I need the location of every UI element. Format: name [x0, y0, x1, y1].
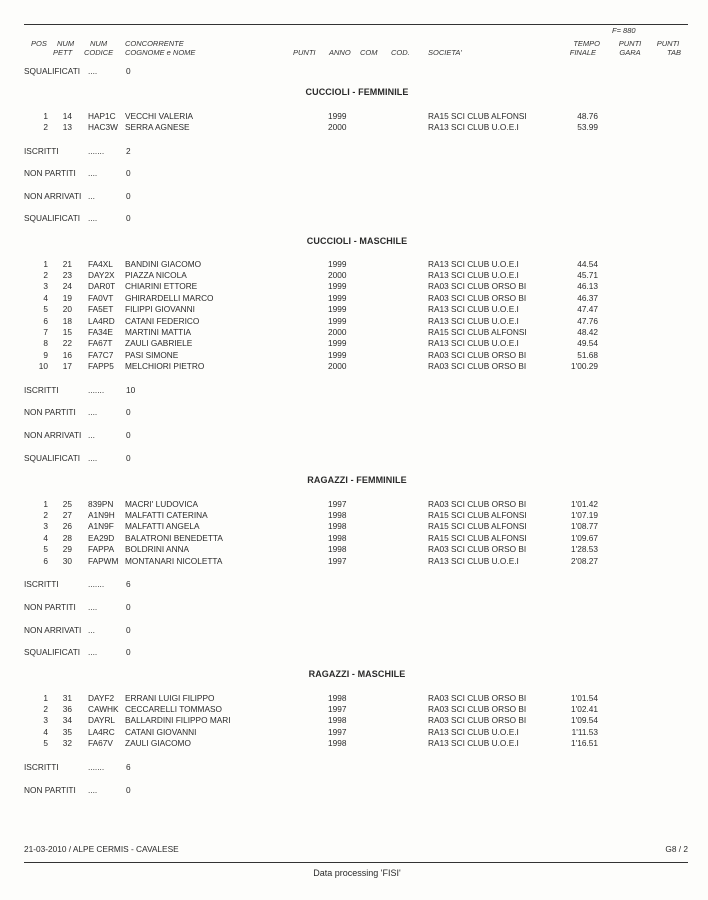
- result-row: [0, 111, 708, 122]
- header-punti-tab: PUNTI: [656, 39, 680, 48]
- pos: 9: [43, 350, 48, 360]
- anno: 1999: [328, 111, 347, 121]
- pos: 1: [43, 111, 48, 121]
- societa: RA13 SCI CLUB U.O.E.I: [428, 556, 519, 566]
- result-row: [0, 521, 708, 532]
- tempo: 1'28.53: [571, 544, 598, 554]
- tempo: 46.13: [577, 281, 598, 291]
- codice: DAY2X: [88, 270, 115, 280]
- stat-line-iscritti: [0, 762, 300, 773]
- header-punti-gara: PUNTI: [618, 39, 642, 48]
- pett: 23: [62, 270, 72, 280]
- header-tab: TAB: [666, 48, 682, 57]
- athlete-name: FILIPPI GIOVANNI: [125, 304, 195, 314]
- pett: 19: [62, 293, 72, 303]
- anno: 1999: [328, 259, 347, 269]
- tempo: 47.47: [577, 304, 598, 314]
- bottom-rule: [24, 862, 688, 863]
- result-row: [0, 693, 708, 704]
- athlete-name: CATANI FEDERICO: [125, 316, 200, 326]
- pos: 5: [43, 304, 48, 314]
- codice: HAC3W: [88, 122, 118, 132]
- codice: A1N9H: [88, 510, 115, 520]
- stat-value: 0: [126, 407, 131, 417]
- header-concorrente: CONCORRENTE: [125, 39, 184, 48]
- athlete-name: MALFATTI CATERINA: [125, 510, 208, 520]
- codice: FA4XL: [88, 259, 113, 269]
- anno: 1998: [328, 738, 347, 748]
- data-processing-credit: Data processing 'FISI': [313, 868, 401, 878]
- anno: 2000: [328, 270, 347, 280]
- stat-dots: .......: [88, 579, 105, 589]
- athlete-name: MONTANARI NICOLETTA: [125, 556, 223, 566]
- pos: 5: [43, 738, 48, 748]
- codice: FA0VT: [88, 293, 114, 303]
- pos: 6: [43, 556, 48, 566]
- pett: 35: [62, 727, 72, 737]
- result-row: [0, 715, 708, 726]
- stat-label: ISCRITTI: [24, 385, 59, 395]
- header-cognome-nome: COGNOME e NOME: [125, 48, 196, 57]
- tempo: 1'01.42: [571, 499, 598, 509]
- societa: RA03 SCI CLUB ORSO BI: [428, 361, 527, 371]
- codice: LA4RD: [88, 316, 115, 326]
- tempo: 46.37: [577, 293, 598, 303]
- athlete-name: BANDINI GIACOMO: [125, 259, 202, 269]
- anno: 1998: [328, 521, 347, 531]
- result-row: [0, 122, 708, 133]
- tempo: 1'11.53: [571, 727, 598, 737]
- stat-dots: ....: [88, 407, 98, 417]
- pos: 2: [43, 270, 48, 280]
- anno: 1999: [328, 350, 347, 360]
- stat-line-non-partiti: [0, 785, 300, 796]
- header-num: NUM: [57, 39, 75, 48]
- pos: 1: [43, 499, 48, 509]
- codice: DAR0T: [88, 281, 116, 291]
- pett: 13: [62, 122, 72, 132]
- pos: 3: [43, 521, 48, 531]
- result-row: [0, 350, 708, 361]
- athlete-name: GHIRARDELLI MARCO: [125, 293, 214, 303]
- stat-label: ISCRITTI: [24, 762, 59, 772]
- header-cod: COD.: [391, 48, 410, 57]
- anno: 2000: [328, 122, 347, 132]
- societa: RA13 SCI CLUB U.O.E.I: [428, 338, 519, 348]
- pett: 26: [62, 521, 72, 531]
- stat-dots: ....: [88, 168, 98, 178]
- stat-label: NON ARRIVATI: [24, 625, 82, 635]
- pett: 14: [62, 111, 72, 121]
- athlete-name: BALLARDINI FILIPPO MARI: [125, 715, 231, 725]
- anno: 1998: [328, 715, 347, 725]
- athlete-name: CECCARELLI TOMMASO: [125, 704, 222, 714]
- pos: 6: [43, 316, 48, 326]
- pett: 28: [62, 533, 72, 543]
- tempo: 1'09.67: [571, 533, 598, 543]
- stat-value: 0: [126, 785, 131, 795]
- result-row: [0, 738, 708, 749]
- pett: 25: [62, 499, 72, 509]
- anno: 1999: [328, 316, 347, 326]
- header-gara: GARA: [619, 48, 641, 57]
- result-row: [0, 533, 708, 544]
- header-finale: FINALE: [569, 48, 596, 57]
- stat-line-squalificati-top: [0, 66, 300, 77]
- pos: 2: [43, 704, 48, 714]
- header-pett: PETT: [53, 48, 73, 57]
- stat-value: 2: [126, 146, 131, 156]
- anno: 2000: [328, 361, 347, 371]
- stat-line-squalificati: [0, 647, 300, 658]
- athlete-name: CATANI GIOVANNI: [125, 727, 197, 737]
- tempo: 1'09.54: [571, 715, 598, 725]
- stat-dots: ....: [88, 785, 98, 795]
- tempo: 48.76: [577, 111, 598, 121]
- athlete-name: ZAULI GIACOMO: [125, 738, 191, 748]
- result-row: [0, 293, 708, 304]
- pos: 3: [43, 715, 48, 725]
- stat-dots: .......: [88, 385, 105, 395]
- anno: 1999: [328, 304, 347, 314]
- codice: FA67V: [88, 738, 113, 748]
- stat-value: 0: [126, 213, 131, 223]
- header-pos: POS: [31, 39, 47, 48]
- tempo: 1'00.29: [571, 361, 598, 371]
- pos: 7: [43, 327, 48, 337]
- tempo: 1'02.41: [571, 704, 598, 714]
- result-row: [0, 259, 708, 270]
- stat-dots: .......: [88, 762, 105, 772]
- stat-dots: .......: [88, 146, 105, 156]
- stat-label: NON PARTITI: [24, 785, 76, 795]
- result-row: [0, 510, 708, 521]
- societa: RA03 SCI CLUB ORSO BI: [428, 350, 527, 360]
- footer-date-venue: 21-03-2010 / ALPE CERMIS - CAVALESE: [24, 844, 179, 854]
- societa: RA03 SCI CLUB ORSO BI: [428, 293, 527, 303]
- stat-value: 0: [126, 625, 131, 635]
- pett: 20: [62, 304, 72, 314]
- stat-dots: ...: [88, 430, 95, 440]
- stat-line-non-partiti: [0, 602, 300, 613]
- stat-label: NON ARRIVATI: [24, 430, 82, 440]
- pos: 10: [38, 361, 48, 371]
- top-rule: [24, 24, 688, 25]
- anno: 1999: [328, 338, 347, 348]
- stat-line-non-partiti: [0, 168, 300, 179]
- result-row: [0, 704, 708, 715]
- anno: 1998: [328, 544, 347, 554]
- header-societa: SOCIETA': [428, 48, 462, 57]
- athlete-name: MELCHIORI PIETRO: [125, 361, 205, 371]
- section-title-cuccioli-maschile: CUCCIOLI - MASCHILE: [306, 236, 408, 246]
- stat-value: 6: [126, 579, 131, 589]
- stat-label: ISCRITTI: [24, 579, 59, 589]
- section-title-ragazzi-maschile: RAGAZZI - MASCHILE: [308, 669, 406, 679]
- header-codice: CODICE: [84, 48, 114, 57]
- pett: 16: [62, 350, 72, 360]
- stat-label: ISCRITTI: [24, 146, 59, 156]
- tempo: 1'16.51: [571, 738, 598, 748]
- societa: RA13 SCI CLUB U.O.E.I: [428, 738, 519, 748]
- athlete-name: MACRI' LUDOVICA: [125, 499, 199, 509]
- pos: 2: [43, 122, 48, 132]
- anno: 1998: [328, 510, 347, 520]
- athlete-name: ERRANI LUIGI FILIPPO: [125, 693, 215, 703]
- pos: 1: [43, 259, 48, 269]
- tempo: 1'08.77: [571, 521, 598, 531]
- stat-label: NON PARTITI: [24, 168, 76, 178]
- stat-label: NON PARTITI: [24, 602, 76, 612]
- pett: 22: [62, 338, 72, 348]
- stat-dots: ....: [88, 453, 98, 463]
- stat-label: NON ARRIVATI: [24, 191, 82, 201]
- societa: RA15 SCI CLUB ALFONSI: [428, 521, 527, 531]
- stat-label: SQUALIFICATI: [24, 453, 81, 463]
- pos: 4: [43, 293, 48, 303]
- pos: 1: [43, 693, 48, 703]
- section-title-ragazzi-femminile: RAGAZZI - FEMMINILE: [307, 475, 407, 485]
- pett: 31: [62, 693, 72, 703]
- tempo: 1'01.54: [571, 693, 598, 703]
- result-row: [0, 281, 708, 292]
- stat-dots: ...: [88, 625, 95, 635]
- header-num2: NUM: [90, 39, 108, 48]
- societa: RA15 SCI CLUB ALFONSI: [428, 327, 527, 337]
- result-row: [0, 727, 708, 738]
- stat-line-non-arrivati: [0, 430, 300, 441]
- stat-label: NON PARTITI: [24, 407, 76, 417]
- pett: 30: [62, 556, 72, 566]
- anno: 1999: [328, 293, 347, 303]
- pett: 29: [62, 544, 72, 554]
- stat-label: SQUALIFICATI: [24, 647, 81, 657]
- anno: 1997: [328, 499, 347, 509]
- stat-value: 0: [126, 66, 131, 76]
- tempo: 51.68: [577, 350, 598, 360]
- societa: RA03 SCI CLUB ORSO BI: [428, 499, 527, 509]
- codice: A1N9F: [88, 521, 114, 531]
- result-row: [0, 327, 708, 338]
- result-row: [0, 544, 708, 555]
- anno: 1997: [328, 727, 347, 737]
- societa: RA13 SCI CLUB U.O.E.I: [428, 270, 519, 280]
- stat-line-iscritti: [0, 385, 300, 396]
- pett: 34: [62, 715, 72, 725]
- pos: 4: [43, 727, 48, 737]
- anno: 1997: [328, 556, 347, 566]
- codice: FAPWM: [88, 556, 119, 566]
- tempo: 49.54: [577, 338, 598, 348]
- codice: FA34E: [88, 327, 113, 337]
- anno: 1998: [328, 693, 347, 703]
- societa: RA03 SCI CLUB ORSO BI: [428, 704, 527, 714]
- tempo: 44.54: [577, 259, 598, 269]
- result-row: [0, 499, 708, 510]
- stat-dots: ....: [88, 647, 98, 657]
- stat-dots: ....: [88, 66, 98, 76]
- codice: FA7C7: [88, 350, 114, 360]
- stat-line-iscritti: [0, 579, 300, 590]
- codice: LA4RC: [88, 727, 115, 737]
- societa: RA15 SCI CLUB ALFONSI: [428, 510, 527, 520]
- codice: DAYF2: [88, 693, 115, 703]
- societa: RA13 SCI CLUB U.O.E.I: [428, 316, 519, 326]
- societa: RA13 SCI CLUB U.O.E.I: [428, 727, 519, 737]
- stat-dots: ....: [88, 213, 98, 223]
- tempo: 45.71: [577, 270, 598, 280]
- result-row: [0, 338, 708, 349]
- codice: FAPP5: [88, 361, 114, 371]
- result-row: [0, 304, 708, 315]
- athlete-name: MALFATTI ANGELA: [125, 521, 200, 531]
- athlete-name: VECCHI VALERIA: [125, 111, 194, 121]
- pett: 17: [62, 361, 72, 371]
- codice: CAWHK: [88, 704, 119, 714]
- header-tempo: TEMPO: [573, 39, 600, 48]
- athlete-name: BOLDRINI ANNA: [125, 544, 190, 554]
- stat-dots: ...: [88, 191, 95, 201]
- athlete-name: PASI SIMONE: [125, 350, 179, 360]
- stat-label: SQUALIFICATI: [24, 213, 81, 223]
- codice: 839PN: [88, 499, 114, 509]
- stat-value: 0: [126, 453, 131, 463]
- pett: 27: [62, 510, 72, 520]
- athlete-name: CHIARINI ETTORE: [125, 281, 198, 291]
- result-row: [0, 361, 708, 372]
- societa: RA03 SCI CLUB ORSO BI: [428, 715, 527, 725]
- stat-line-iscritti: [0, 146, 300, 157]
- pett: 15: [62, 327, 72, 337]
- societa: RA03 SCI CLUB ORSO BI: [428, 693, 527, 703]
- stat-label: SQUALIFICATI: [24, 66, 81, 76]
- pos: 3: [43, 281, 48, 291]
- header-com: COM: [360, 48, 378, 57]
- pett: 32: [62, 738, 72, 748]
- stat-value: 6: [126, 762, 131, 772]
- codice: EA29D: [88, 533, 115, 543]
- pett: 18: [62, 316, 72, 326]
- stat-line-non-arrivati: [0, 191, 300, 202]
- tempo: 47.76: [577, 316, 598, 326]
- stat-value: 0: [126, 168, 131, 178]
- result-row: [0, 270, 708, 281]
- stat-value: 0: [126, 602, 131, 612]
- athlete-name: MARTINI MATTIA: [125, 327, 192, 337]
- pett: 24: [62, 281, 72, 291]
- athlete-name: PIAZZA NICOLA: [125, 270, 187, 280]
- pos: 8: [43, 338, 48, 348]
- tempo: 48.42: [577, 327, 598, 337]
- pett: 36: [62, 704, 72, 714]
- pos: 2: [43, 510, 48, 520]
- stat-line-non-partiti: [0, 407, 300, 418]
- pett: 21: [62, 259, 72, 269]
- pos: 5: [43, 544, 48, 554]
- f-value: F= 880: [612, 26, 636, 35]
- section-title-cuccioli-femminile: CUCCIOLI - FEMMINILE: [305, 87, 409, 97]
- societa: RA13 SCI CLUB U.O.E.I: [428, 259, 519, 269]
- societa: RA15 SCI CLUB ALFONSI: [428, 533, 527, 543]
- stat-dots: ....: [88, 602, 98, 612]
- codice: HAP1C: [88, 111, 116, 121]
- athlete-name: BALATRONI BENEDETTA: [125, 533, 223, 543]
- stat-value: 0: [126, 430, 131, 440]
- anno: 2000: [328, 327, 347, 337]
- header-anno: ANNO: [329, 48, 351, 57]
- societa: RA13 SCI CLUB U.O.E.I: [428, 304, 519, 314]
- anno: 1998: [328, 533, 347, 543]
- stat-line-non-arrivati: [0, 625, 300, 636]
- societa: RA13 SCI CLUB U.O.E.I: [428, 122, 519, 132]
- stat-value: 0: [126, 647, 131, 657]
- result-row: [0, 316, 708, 327]
- tempo: 2'08.27: [571, 556, 598, 566]
- footer-page-number: G8 / 2: [665, 844, 688, 854]
- stat-line-squalificati: [0, 453, 300, 464]
- codice: FAPPA: [88, 544, 115, 554]
- codice: FA5ET: [88, 304, 114, 314]
- codice: DAYRL: [88, 715, 116, 725]
- societa: RA03 SCI CLUB ORSO BI: [428, 544, 527, 554]
- stat-value: 10: [126, 385, 136, 395]
- codice: FA67T: [88, 338, 113, 348]
- tempo: 1'07.19: [571, 510, 598, 520]
- anno: 1997: [328, 704, 347, 714]
- athlete-name: SERRA AGNESE: [125, 122, 190, 132]
- stat-value: 0: [126, 191, 131, 201]
- athlete-name: ZAULI GABRIELE: [125, 338, 193, 348]
- header-punti: PUNTI: [293, 48, 316, 57]
- stat-line-squalificati: [0, 213, 300, 224]
- societa: RA03 SCI CLUB ORSO BI: [428, 281, 527, 291]
- anno: 1999: [328, 281, 347, 291]
- societa: RA15 SCI CLUB ALFONSI: [428, 111, 527, 121]
- pos: 4: [43, 533, 48, 543]
- result-row: [0, 556, 708, 567]
- tempo: 53.99: [577, 122, 598, 132]
